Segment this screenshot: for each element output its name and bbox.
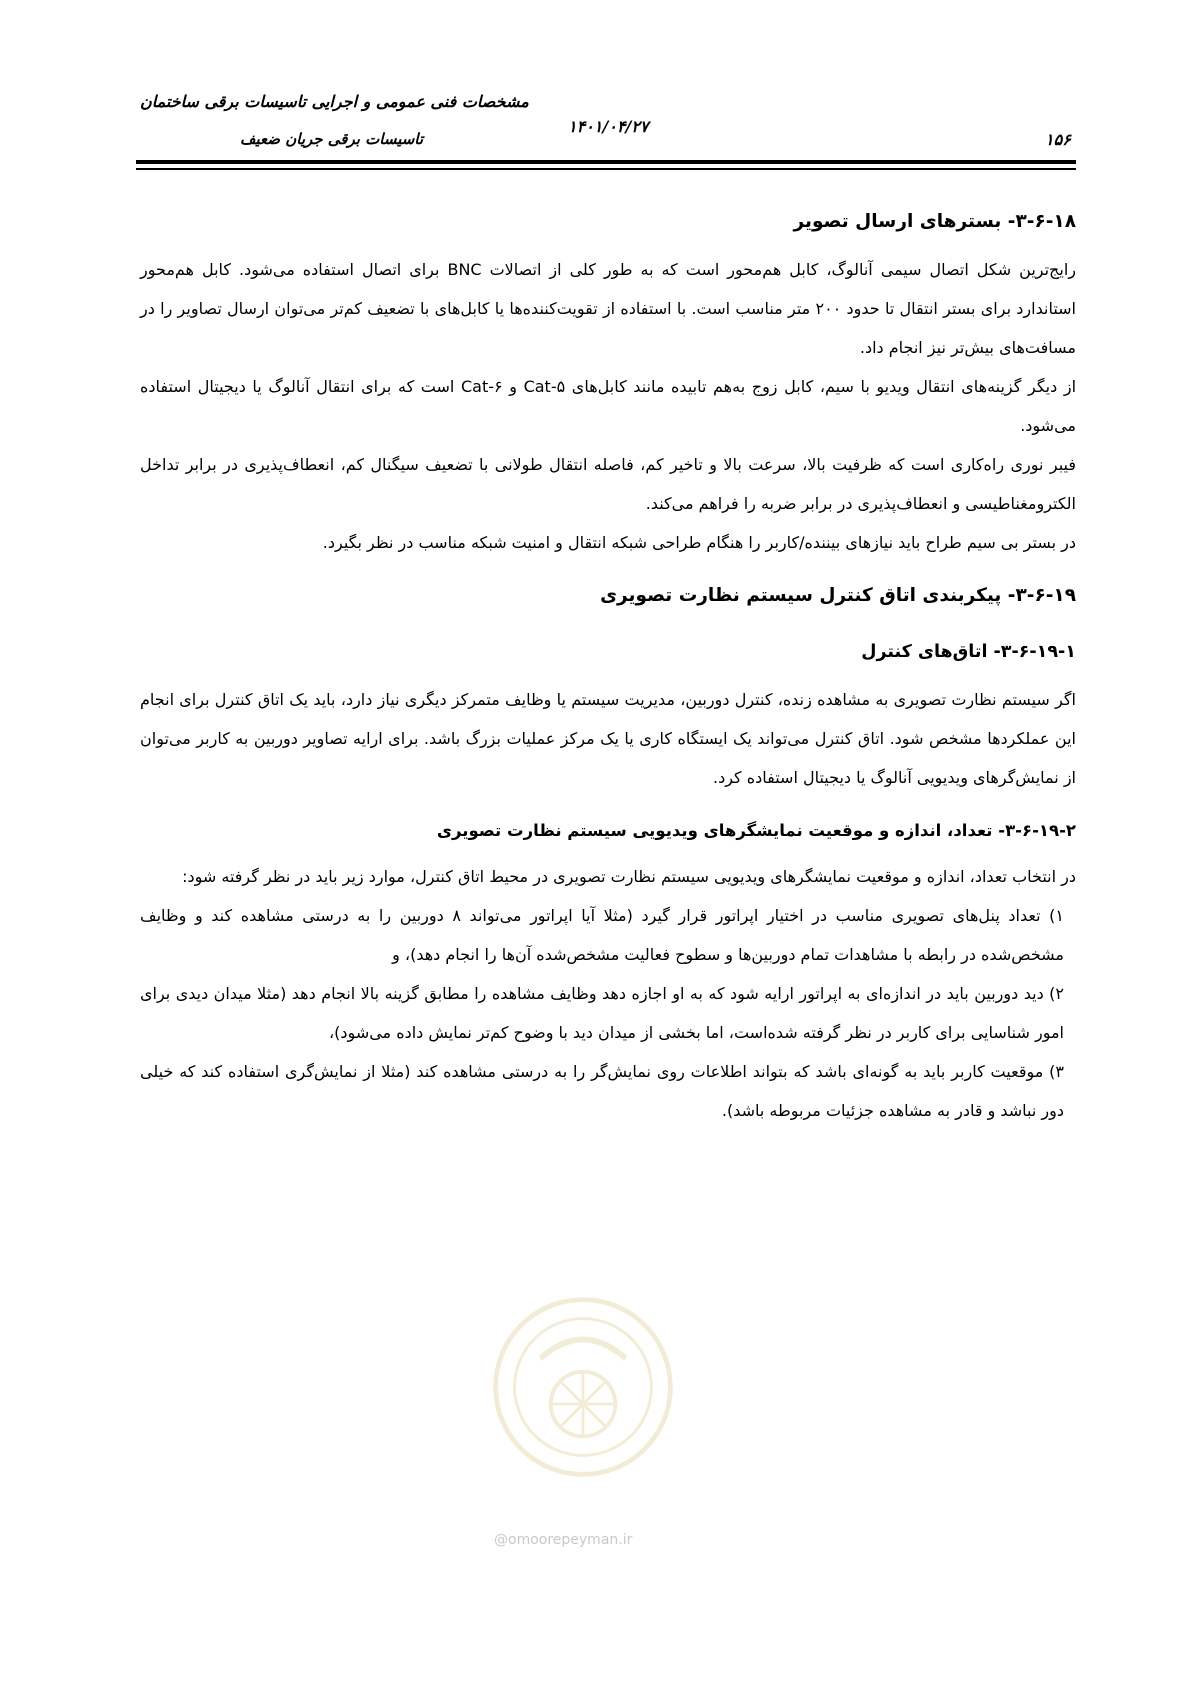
section-heading-18: ۳-۶-۱۸- بسترهای ارسال تصویر (793, 211, 1076, 232)
list-item: ۱) تعداد پنل‌های تصویری مناسب در اختیار اپراتور قرار گیرد (مثلا آیا اپراتور می‌تواند ۸ دوربین را به درستی مشاهده کند و وظایف مشخص‌شده در رابطه با مشاهدات تمام دوربین‌ها و سطوح فعالیت مشخص‌شده آن‌ها را انجام دهد)، و (140, 906, 1065, 964)
list-item: ۲) دید دوربین باید در اندازه‌ای به اپراتور ارایه شود که به او اجازه دهد وظایف مشاهده را مطابق گزینه بالا انجام دهد (مثلا میدان دیدی برای امور شناسایی برای کاربر در نظر گرفته شده‌است، اما بخشی از میدان دید با وضوح کم‌تر نمایش داده می‌شود)، (140, 984, 1064, 1042)
section-heading-19: ۳-۶-۱۹- پیکربندی اتاق کنترل سیستم نظارت تصویری (600, 585, 1076, 606)
header-date: ۱۴۰۱/۰۴/۲۷ (568, 117, 649, 136)
paragraph: در بستر بی سیم طراح باید نیازهای بیننده/کاربر را هنگام طراحی شبکه انتقال و امنیت شبکه مناسب در نظر بگیرد. (322, 533, 1076, 552)
header-rule-thick (136, 160, 1076, 164)
paragraph: اگر سیستم نظارت تصویری به مشاهده زنده، کنترل دوربین، مدیریت سیستم یا وظایف متمرکز دیگری نیاز دارد، باید یک اتاق کنترل برای انجام این عملکردها مشخص شود. اتاق کنترل می‌تواند یک ایستگاه کاری یا یک مرکز عملیات بزرگ باشد. برای ارایه تصاویر دوربین به کاربر می‌توان از نمایش‌گرهای ویدیویی آنالوگ یا دیجیتال استفاده کرد. (140, 690, 1076, 787)
page-number: ۱۵۶ (1045, 130, 1071, 149)
paragraph: فیبر نوری راه‌کاری است که ظرفیت بالا، سرعت بالا و تاخیر کم، فاصله انتقال طولانی با تضعیف سیگنال کم، انعطاف‌پذیری در برابر تداخل الکترومغناطیسی و انعطاف‌پذیری در برابر ضربه را فراهم می‌کند. (140, 455, 1076, 513)
header-subtitle: تاسیسات برقی جریان ضعیف (240, 130, 424, 148)
watermark-logo (488, 1292, 678, 1482)
paragraph: از دیگر گزینه‌های انتقال ویدیو با سیم، کابل زوج به‌هم تابیده مانند کابل‌های Cat-۵ و Cat-۶ است که برای انتقال آنالوگ یا دیجیتال استفاده می‌شود. (140, 377, 1077, 435)
main-content (140, 208, 1076, 1130)
paragraph: در انتخاب تعداد، اندازه و موقعیت نمایشگرهای ویدیویی سیستم نظارت تصویری در محیط اتاق کنترل، موارد زیر باید در نظر گرفته شود: (182, 867, 1076, 886)
watermark-text: @omoorepeyman.ir (494, 1532, 633, 1548)
paragraph: رایج‌ترین شکل اتصال سیمی آنالوگ، کابل هم‌محور است که به طور کلی از اتصالات BNC برای اتصال استفاده می‌شود. کابل هم‌محور استاندارد برای بستر انتقال تا حدود ۲۰۰ متر مناسب است. با استفاده از تقویت‌کننده‌ها یا کابل‌های با تضعیف کم‌تر می‌توان ارسال تصاویر را در مسافت‌های بیش‌تر نیز انجام داد. (140, 260, 1077, 357)
header-rule-thin (136, 168, 1076, 170)
subsection-heading-19-1: ۳-۶-۱۹-۱- اتاق‌های کنترل (861, 642, 1076, 662)
subsection-heading-19-2: ۳-۶-۱۹-۲- تعداد، اندازه و موقعیت نمایشگرهای ویدیویی سیستم نظارت تصویری (436, 821, 1076, 840)
list-item: ۳) موقعیت کاربر باید به گونه‌ای باشد که بتواند اطلاعات روی نمایش‌گر را به درستی مشاهده کند (مثلا از نمایش‌گری استفاده کند که خیلی دور نباشد و قادر به مشاهده جزئیات مربوطه باشد). (140, 1062, 1064, 1120)
header-title: مشخصات فنی عمومی و اجرایی تاسیسات برقی ساختمان (140, 92, 529, 111)
